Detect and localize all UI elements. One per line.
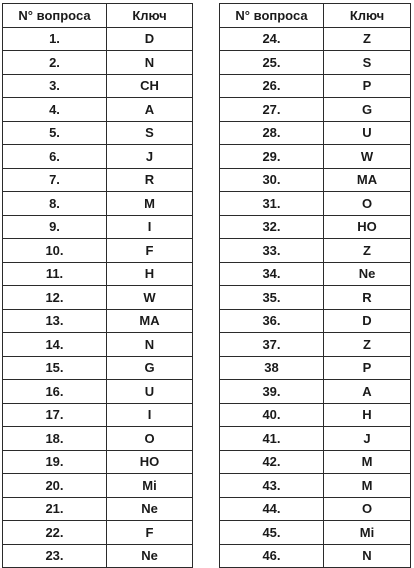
answer-key-cell: U: [324, 121, 411, 145]
table-row: [220, 427, 411, 451]
table-row: [3, 403, 193, 427]
table-row: [3, 380, 193, 404]
answer-key-cell: G: [107, 356, 193, 380]
question-number-cell: 10.: [3, 239, 107, 263]
answer-key-cell: W: [107, 286, 193, 310]
table-row: [3, 474, 193, 498]
question-number-cell: 31.: [220, 192, 324, 216]
question-number-cell: 46.: [220, 544, 324, 568]
answer-key-cell: W: [324, 145, 411, 169]
table-row: [220, 27, 411, 51]
question-number-cell: 42.: [220, 450, 324, 474]
question-number-cell: 40.: [220, 403, 324, 427]
question-number-cell: 27.: [220, 98, 324, 122]
answer-key-cell: S: [324, 51, 411, 75]
question-number-cell: 44.: [220, 497, 324, 521]
question-number-cell: 33.: [220, 239, 324, 263]
question-number-cell: 5.: [3, 121, 107, 145]
answer-key-cell: Z: [324, 333, 411, 357]
answer-key-cell: O: [324, 497, 411, 521]
question-number-cell: 4.: [3, 98, 107, 122]
answer-key-cell: F: [107, 239, 193, 263]
question-number-cell: 29.: [220, 145, 324, 169]
table-row: [220, 215, 411, 239]
question-number-cell: 15.: [3, 356, 107, 380]
answer-key-cell: O: [324, 192, 411, 216]
table-row: [3, 333, 193, 357]
table-row: [220, 239, 411, 263]
answer-key-cell: A: [107, 98, 193, 122]
table-row: [3, 27, 193, 51]
question-number-cell: 38: [220, 356, 324, 380]
answer-key-cell: N: [107, 51, 193, 75]
answer-key-cell: M: [324, 474, 411, 498]
answer-key-cell: MA: [324, 168, 411, 192]
question-number-cell: 18.: [3, 427, 107, 451]
table-row: [220, 51, 411, 75]
question-number-cell: 12.: [3, 286, 107, 310]
table-row: [220, 544, 411, 568]
table-row: [3, 145, 193, 169]
table-row: [3, 74, 193, 98]
answer-key-cell: I: [107, 403, 193, 427]
answer-key-cell: A: [324, 380, 411, 404]
answer-key-cell: U: [107, 380, 193, 404]
question-number-cell: 23.: [3, 544, 107, 568]
question-number-cell: 37.: [220, 333, 324, 357]
table-row: [3, 192, 193, 216]
table-row: [220, 192, 411, 216]
question-number-cell: 1.: [3, 27, 107, 51]
answer-key-cell: D: [324, 309, 411, 333]
question-number-cell: 3.: [3, 74, 107, 98]
table-row: [220, 497, 411, 521]
question-number-header: N° вопроса: [3, 4, 107, 28]
answer-key-cell: F: [107, 521, 193, 545]
question-number-cell: 8.: [3, 192, 107, 216]
table-header-row: [220, 4, 411, 28]
question-number-cell: 30.: [220, 168, 324, 192]
answer-key-cell: HO: [107, 450, 193, 474]
answer-key-cell: H: [107, 262, 193, 286]
table-row: [3, 544, 193, 568]
answer-key-cell: J: [324, 427, 411, 451]
question-number-cell: 16.: [3, 380, 107, 404]
table-row: [3, 309, 193, 333]
table-row: [3, 450, 193, 474]
table-body-left: [3, 27, 193, 568]
answer-key-cell: Z: [324, 27, 411, 51]
question-number-cell: 6.: [3, 145, 107, 169]
table-row: [220, 286, 411, 310]
question-number-cell: 14.: [3, 333, 107, 357]
table-row: [3, 286, 193, 310]
question-number-cell: 2.: [3, 51, 107, 75]
table-header-row: [3, 4, 193, 28]
question-number-cell: 32.: [220, 215, 324, 239]
key-header: Ключ: [324, 4, 411, 28]
table-row: [3, 215, 193, 239]
key-header: Ключ: [107, 4, 193, 28]
answer-key-cell: S: [107, 121, 193, 145]
table-row: [220, 333, 411, 357]
table-row: [3, 497, 193, 521]
answer-key-cell: M: [107, 192, 193, 216]
question-number-cell: 21.: [3, 497, 107, 521]
answer-key-cell: R: [107, 168, 193, 192]
answer-key-cell: R: [324, 286, 411, 310]
table-row: [220, 121, 411, 145]
answer-key-cell: I: [107, 215, 193, 239]
table-row: [3, 98, 193, 122]
table-row: [220, 145, 411, 169]
answer-key-cell: N: [324, 544, 411, 568]
answer-key-cell: M: [324, 450, 411, 474]
question-number-header: N° вопроса: [220, 4, 324, 28]
table-row: [3, 51, 193, 75]
table-row: [220, 74, 411, 98]
answer-key-cell: P: [324, 74, 411, 98]
answer-key-cell: D: [107, 27, 193, 51]
table-row: [220, 98, 411, 122]
question-number-cell: 17.: [3, 403, 107, 427]
table-row: [220, 403, 411, 427]
answer-key-cell: Mi: [324, 521, 411, 545]
question-number-cell: 28.: [220, 121, 324, 145]
table-row: [220, 168, 411, 192]
question-number-cell: 41.: [220, 427, 324, 451]
answer-key-table-left: [2, 3, 193, 568]
table-row: [220, 474, 411, 498]
table-row: [220, 450, 411, 474]
question-number-cell: 22.: [3, 521, 107, 545]
answer-key-cell: Ne: [107, 497, 193, 521]
question-number-cell: 19.: [3, 450, 107, 474]
question-number-cell: 35.: [220, 286, 324, 310]
table-row: [220, 380, 411, 404]
table-row: [220, 309, 411, 333]
question-number-cell: 20.: [3, 474, 107, 498]
table-row: [3, 427, 193, 451]
table-row: [3, 262, 193, 286]
question-number-cell: 13.: [3, 309, 107, 333]
question-number-cell: 34.: [220, 262, 324, 286]
answer-key-cell: Ne: [324, 262, 411, 286]
question-number-cell: 11.: [3, 262, 107, 286]
question-number-cell: 7.: [3, 168, 107, 192]
answer-key-cell: Z: [324, 239, 411, 263]
question-number-cell: 36.: [220, 309, 324, 333]
question-number-cell: 25.: [220, 51, 324, 75]
answer-key-table-right: [219, 3, 411, 568]
table-row: [220, 356, 411, 380]
answer-key-cell: G: [324, 98, 411, 122]
question-number-cell: 9.: [3, 215, 107, 239]
question-number-cell: 43.: [220, 474, 324, 498]
answer-key-cell: J: [107, 145, 193, 169]
answer-key-cell: N: [107, 333, 193, 357]
table-row: [220, 262, 411, 286]
answer-key-cell: MA: [107, 309, 193, 333]
answer-key-cell: Ne: [107, 544, 193, 568]
question-number-cell: 39.: [220, 380, 324, 404]
answer-key-cell: HO: [324, 215, 411, 239]
table-row: [3, 168, 193, 192]
answer-key-cell: P: [324, 356, 411, 380]
answer-key-cell: CH: [107, 74, 193, 98]
question-number-cell: 26.: [220, 74, 324, 98]
table-row: [3, 239, 193, 263]
question-number-cell: 45.: [220, 521, 324, 545]
table-row: [3, 356, 193, 380]
answer-key-cell: H: [324, 403, 411, 427]
answer-key-cell: O: [107, 427, 193, 451]
table-row: [3, 521, 193, 545]
table-body-right: [220, 27, 411, 568]
table-row: [220, 521, 411, 545]
table-row: [3, 121, 193, 145]
answer-key-cell: Mi: [107, 474, 193, 498]
question-number-cell: 24.: [220, 27, 324, 51]
